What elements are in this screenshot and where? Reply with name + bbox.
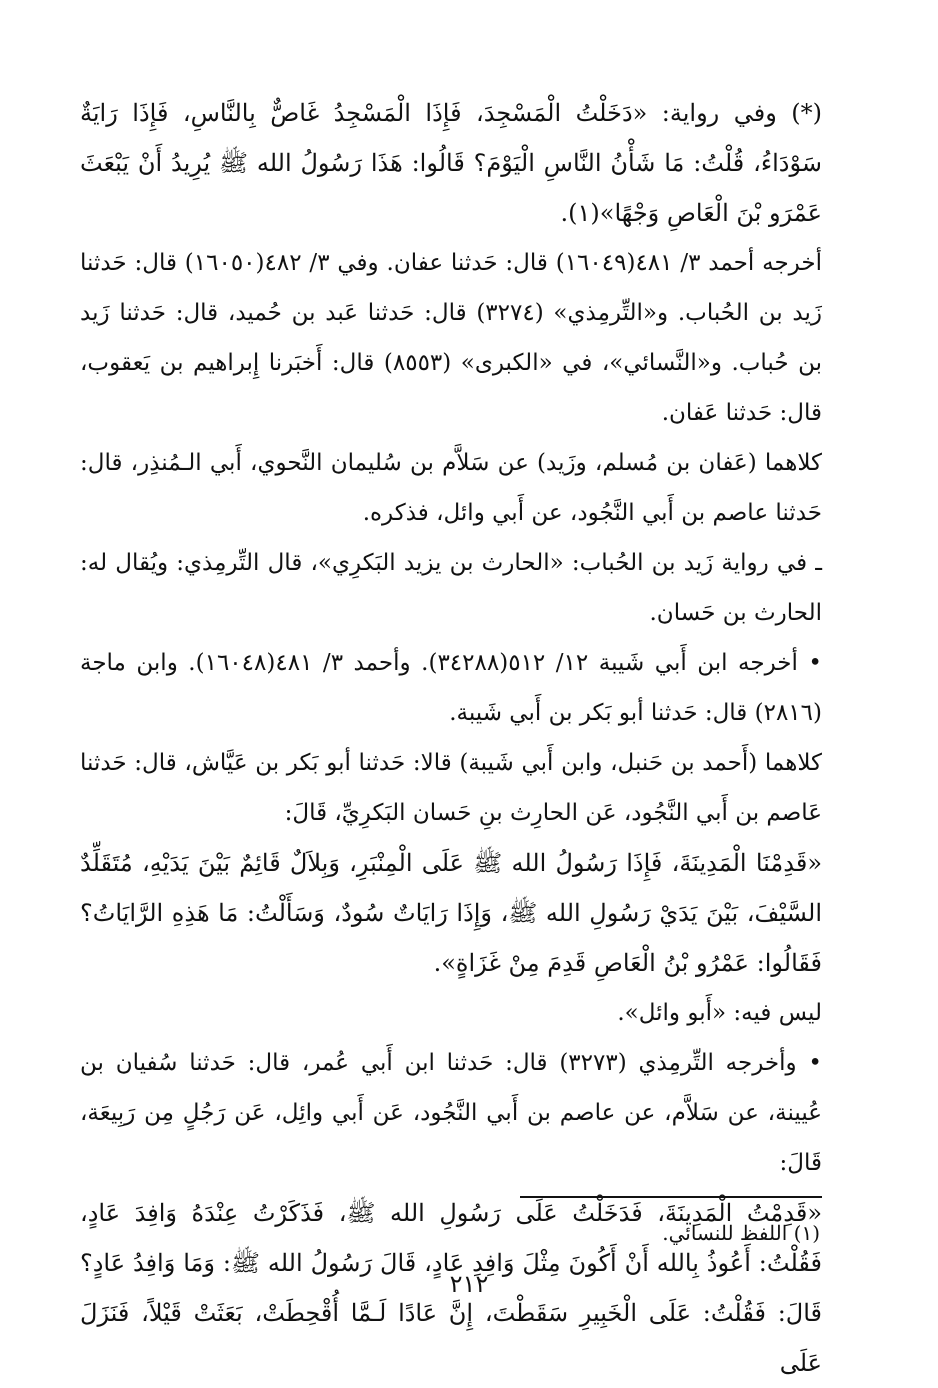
paragraph-chain-ahmad-ibn-abi-shayba: كلاهما (أَحمد بن حَنبل، وابن أَبي شَيبة) قالا: حَدثنا أبو بَكر بن عَيَّاش، قال: حَدثنا عَاصم بن أَبي النَّجُود، عَن الحارِث بنِ حَسان البَكرِيِّ، قَالَ:: [80, 750, 822, 826]
paragraph-hadith-text-2: «قَدِمْتُ الْمَدِينَةَ، فَدَخَلْتُ عَلَى رَسُولِ الله ﷺ، فَذَكَرْتُ عِنْدَهُ وَافِدَ عَادٍ، فَقُلْتُ: أَعُوذُ بِالله أَنْ أَكُونَ مِثْلَ وَافِدِ عَادٍ، قَالَ رَسُولُ الله ﷺ: وَمَا وَافِدُ عَادٍ؟ قَالَ: فَقُلْتُ: عَلَى الْخَبِيرِ سَقَطْتَ، إِنَّ عَادًا لَـمَّا أُقْحِطَتْ، بَعَثَتْ قَيْلاً، فَنَزَلَ عَلَى: [80, 1199, 822, 1377]
paragraph-takhrij-ahmad: أخرجه أحمد ٣/ ٤٨١(١٦٠٤٩) قال: حَدثنا عفان. وفي ٣/ ٤٨٢(١٦٠٥٠) قال: حَدثنا زَيد بن الحُباب. و«التِّرمِذي» (٣٢٧٤) قال: حَدثنا عَبد بن حُميد، قال: حَدثنا زَيد بن حُباب. و«النَّسائي»، في «الكبرى» (٨٥٥٣) قال: أَخبَرنا إِبراهيم بن يَعقوب، قال: حَدثنا عَفان.: [80, 250, 822, 426]
paragraph-takhrij-tirmidhi: • وأخرجه التِّرمِذي (٣٢٧٣) قال: حَدثنا ابن أَبي عُمر، قال: حَدثنا سُفيان بن عُيينة، عن سَلاَّم، عن عاصم بن أَبي النَّجُود، عَن أَبي وائِل، عَن رَجُلٍ مِن رَبِيعَة، قَالَ:: [80, 1050, 822, 1176]
paragraph-takhrij-ibn-abi-shayba: • أخرجه ابن أَبي شَيبة ١٢/ ٥١٢(٣٤٢٨٨). وأحمد ٣/ ٤٨١(١٦٠٤٨). وابن ماجة (٢٨١٦) قال: حَدثنا أبو بَكر بن أَبي شَيبة.: [80, 650, 822, 726]
page-number: ٢١٢: [449, 1270, 489, 1298]
paragraph-chain-both: كلاهما (عَفان بن مُسلم، وزَيد) عن سَلاَّم بن سُليمان النَّحوي، أَبي الـمُنذِر، قال: حَدثنا عاصم بن أَبي النَّجُود، عن أَبي وائل، فذكره.: [80, 450, 822, 526]
paragraph-narration-variant: (*) وفي رواية: «دَخَلْتُ الْمَسْجِدَ، فَإِذَا الْمَسْجِدُ غَاصٌّ بِالنَّاسِ، فَإِذَا رَايَةٌ سَوْدَاءُ، قُلْتُ: مَا شَأْنُ النَّاسِ الْيَوْمَ؟ قَالُوا: هَذَا رَسُولُ الله ﷺ يُرِيدُ أَنْ يَبْعَثَ عَمْرَو بْنَ الْعَاصِ وَجْهًا»(١).: [80, 99, 822, 227]
footnote-divider: [520, 1196, 822, 1198]
main-text: [80, 88, 822, 1388]
paragraph-hadith-text-1: «قَدِمْنَا الْمَدِينَةَ، فَإِذَا رَسُولُ الله ﷺ عَلَى الْمِنْبَرِ، وَبِلاَلٌ قَائِمٌ بَيْنَ يَدَيْهِ، مُتَقَلِّدٌ السَّيْفَ، بَيْنَ يَدَيْ رَسُولِ الله ﷺ، وَإِذَا رَايَاتٌ سُودٌ، وَسَأَلْتُ: مَا هَذِهِ الرَّايَاتُ؟ فَقَالُوا: عَمْرُو بْنُ الْعَاصِ قَدِمَ مِنْ غَزَاةٍ».: [80, 849, 822, 977]
paragraph-zayd-note: ـ في رواية زَيد بن الحُباب: «الحارث بن يزيد البَكرِي»، قال التِّرمِذي: ويُقال له: الحارث بن حَسان.: [80, 550, 822, 626]
paragraph-note-abu-wail: ليس فيه: «أَبو وائل».: [617, 1000, 822, 1026]
footnote: (١) اللفظ للنسائي.: [662, 1221, 820, 1245]
